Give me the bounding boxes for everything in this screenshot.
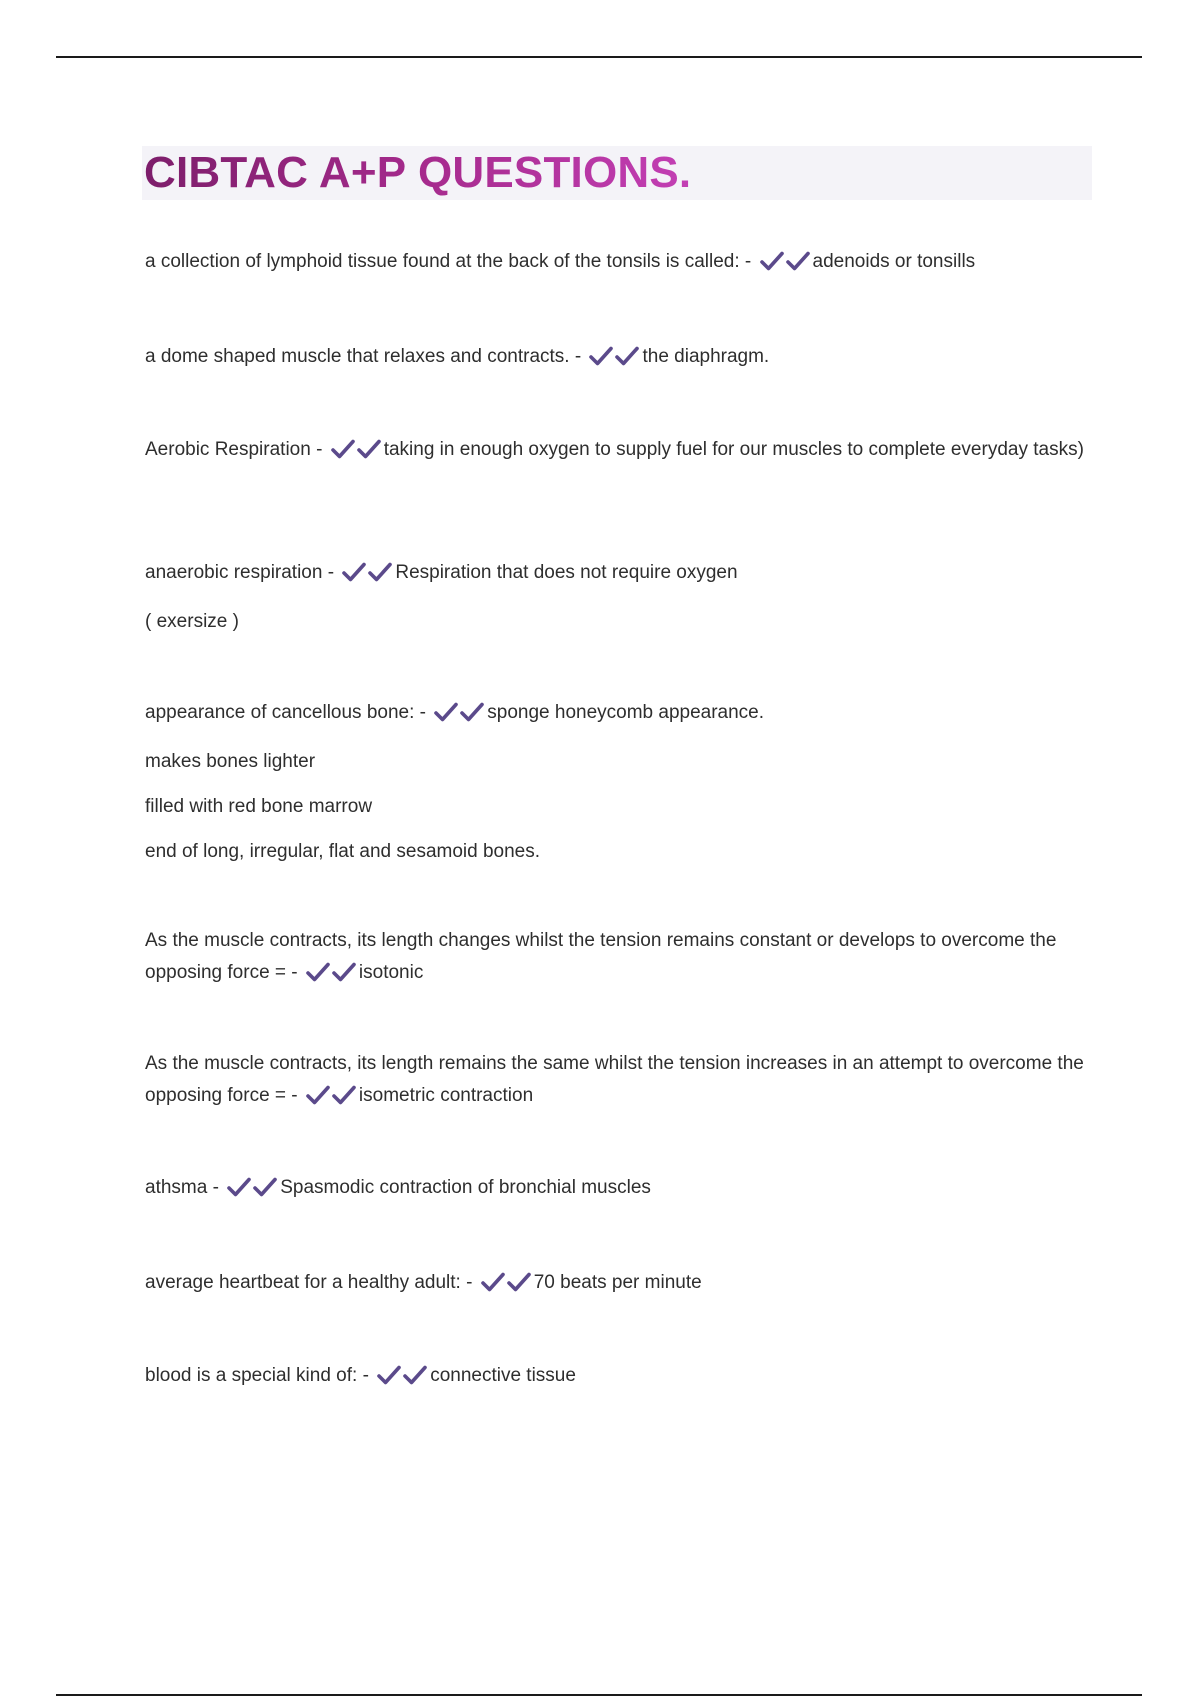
- qa-entry: [145, 341, 1095, 377]
- check-mark-icon: [341, 561, 367, 583]
- qa-line: [145, 246, 1095, 282]
- bottom-rule: [56, 1694, 1142, 1696]
- check-mark-icon: [433, 701, 459, 723]
- question-text: athsma: [145, 1177, 208, 1198]
- question-text: appearance of cancellous bone:: [145, 702, 415, 723]
- double-check: [480, 1271, 532, 1303]
- answer-text: connective tissue: [430, 1365, 576, 1386]
- separator: -: [310, 439, 328, 460]
- check-mark-icon: [588, 345, 614, 367]
- separator: -: [286, 1085, 303, 1106]
- double-check: [759, 250, 811, 282]
- qa-entry: [145, 925, 1095, 993]
- answer-text: 70 beats per minute: [533, 1272, 702, 1293]
- qa-line: [145, 557, 1095, 593]
- question-text: a dome shaped muscle that relaxes and contracts.: [145, 346, 570, 367]
- double-check: [226, 1176, 278, 1208]
- check-mark-icon: [331, 961, 357, 983]
- check-mark-icon: [252, 1176, 278, 1198]
- check-mark-icon: [759, 250, 785, 272]
- separator: -: [207, 1177, 225, 1198]
- check-mark-icon: [480, 1271, 506, 1293]
- answer-text: sponge honeycomb appearance.: [487, 702, 765, 723]
- answer-text: adenoids or tonsills: [812, 251, 976, 272]
- qa-line: [145, 341, 1095, 377]
- answer-extra-line: filled with red bone marrow: [145, 796, 373, 817]
- qa-line: [145, 1360, 1095, 1396]
- qa-entry: [145, 1267, 1095, 1303]
- check-mark-icon: [376, 1364, 402, 1386]
- separator: -: [739, 251, 757, 272]
- question-text: Aerobic Respiration: [145, 439, 311, 460]
- answer-text: isometric contraction: [358, 1085, 534, 1106]
- qa-line: [145, 925, 1095, 993]
- double-check: [305, 1084, 357, 1116]
- question-text: blood is a special kind of:: [145, 1365, 358, 1386]
- answer-extra-line: ( exersize ): [145, 611, 239, 632]
- qa-entry: [145, 1172, 1095, 1208]
- separator: -: [414, 702, 432, 723]
- check-mark-icon: [356, 438, 382, 460]
- check-mark-icon: [614, 345, 640, 367]
- answer-extra-line: end of long, irregular, flat and sesamoid bones.: [145, 841, 541, 862]
- check-mark-icon: [330, 438, 356, 460]
- check-mark-icon: [402, 1364, 428, 1386]
- qa-line: [145, 434, 1095, 470]
- check-mark-icon: [459, 701, 485, 723]
- check-mark-icon: [367, 561, 393, 583]
- separator: -: [569, 346, 587, 367]
- double-check: [376, 1364, 428, 1396]
- separator: -: [460, 1272, 478, 1293]
- answer-text: taking in enough oxygen to supply fuel for our muscles to complete everyday tasks): [383, 439, 1084, 460]
- qa-line: [145, 1267, 1095, 1303]
- separator: -: [357, 1365, 375, 1386]
- check-mark-icon: [331, 1084, 357, 1106]
- check-mark-icon: [305, 961, 331, 983]
- double-check: [588, 345, 640, 377]
- double-check: [330, 438, 382, 470]
- page-title: CIBTAC A+P QUESTIONS.: [144, 146, 691, 200]
- answer-text: the diaphragm.: [642, 346, 770, 367]
- top-rule: [56, 56, 1142, 58]
- qa-entry: [145, 1360, 1095, 1396]
- question-text: anaerobic respiration: [145, 562, 323, 583]
- qa-line: [145, 697, 1095, 733]
- qa-entry: [145, 557, 1095, 638]
- qa-entry: [145, 246, 1095, 282]
- qa-entry: [145, 434, 1095, 470]
- question-text: As the muscle contracts, its length remains the same whilst the tension increases in an attempt to overcome the opposing force =: [145, 1053, 1084, 1106]
- double-check: [305, 961, 357, 993]
- question-text: As the muscle contracts, its length changes whilst the tension remains constant or develops to overcome the opposing force =: [145, 930, 1057, 983]
- check-mark-icon: [785, 250, 811, 272]
- answer-text: isotonic: [358, 962, 424, 983]
- double-check: [341, 561, 393, 593]
- answer-extra-line: makes bones lighter: [145, 751, 316, 772]
- question-text: average heartbeat for a healthy adult:: [145, 1272, 461, 1293]
- question-text: a collection of lymphoid tissue found at the back of the tonsils is called:: [145, 251, 740, 272]
- qa-line: [145, 1048, 1095, 1116]
- qa-entry: [145, 697, 1095, 868]
- check-mark-icon: [226, 1176, 252, 1198]
- answer-text: Spasmodic contraction of bronchial muscles: [280, 1177, 651, 1198]
- qa-line: [145, 1172, 1095, 1208]
- separator: -: [286, 962, 303, 983]
- check-mark-icon: [305, 1084, 331, 1106]
- double-check: [433, 701, 485, 733]
- answer-text: Respiration that does not require oxygen: [395, 562, 738, 583]
- qa-entry: [145, 1048, 1095, 1116]
- check-mark-icon: [506, 1271, 532, 1293]
- separator: -: [322, 562, 340, 583]
